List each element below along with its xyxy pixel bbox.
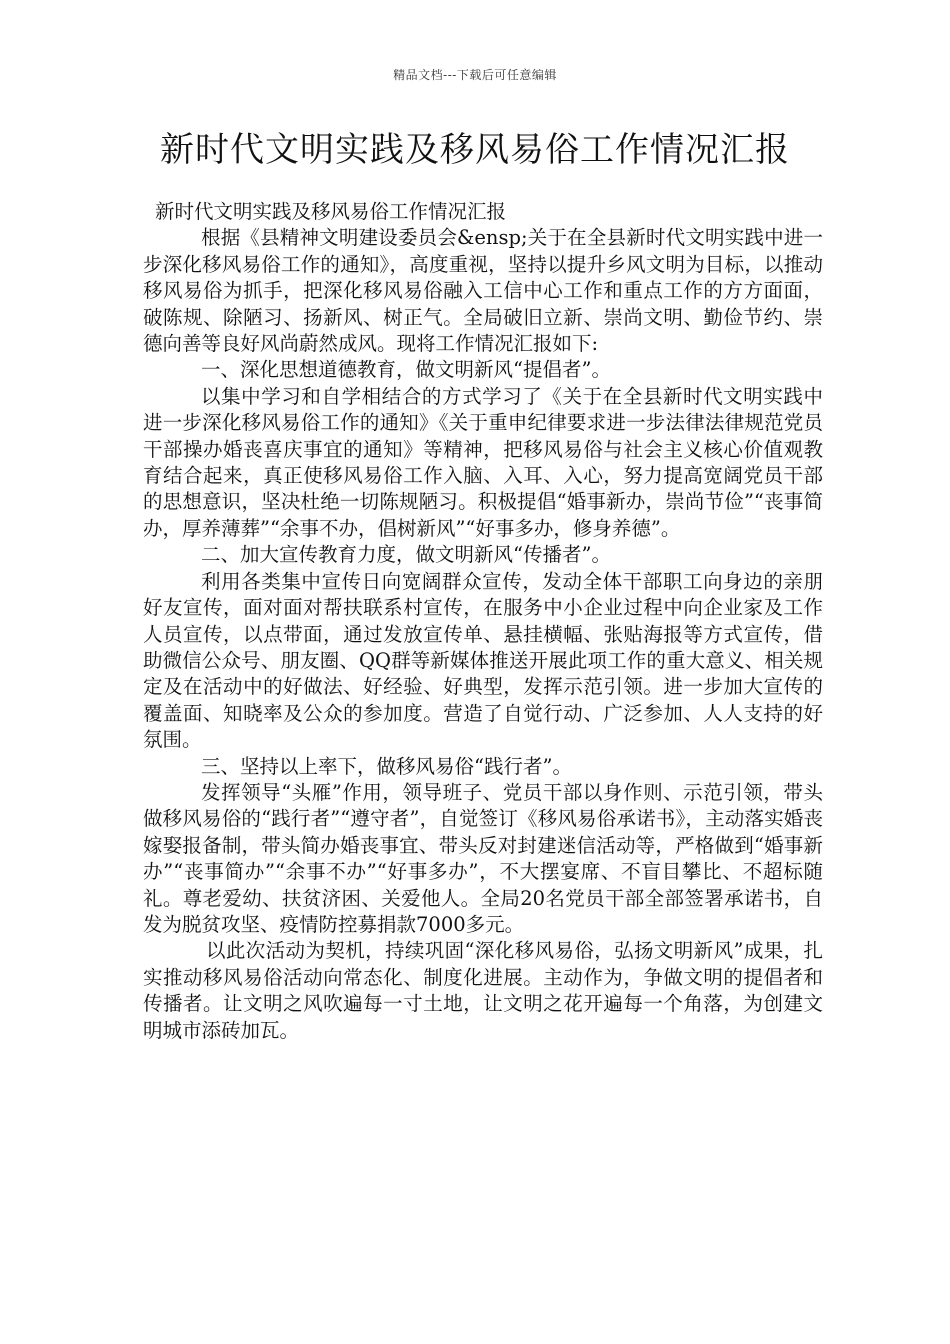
section-heading-3: 三、坚持以上率下，做移风易俗“践行者”。 — [201, 754, 572, 778]
document-title: 新时代文明实践及移风易俗工作情况汇报 — [160, 130, 790, 170]
section-heading-1: 一、深化思想道德教育，做文明新风“提倡者”。 — [201, 358, 611, 382]
paragraph-section-3: 发挥领导“头雁”作用，领导班子、党员干部以身作则、示范引领，带头做移风易俗的“践行者”“遵守者”，自觉签订《移风易俗承诺书》，主动落实婚丧嫁娶报备制，带头简办婚丧事宜、带头反对封建迷信活动等，严格做到“婚事新办”“丧事简办”“余事不办”“好事多办”，不大摆宴席、不盲目攀比、不超标随礼。尊老爱幼、扶贫济困、关爱他人。全局20名党员干部全部签署承诺书，自发为脱贫攻坚、疫情防控募捐款7000多元。 — [143, 780, 823, 936]
paragraph-section-2: 利用各类集中宣传日向宽阔群众宣传，发动全体干部职工向身边的亲朋好友宣传，面对面对帮扶联系村宣传，在服务中小企业过程中向企业家及工作人员宣传，以点带面，通过发放宣传单、悬挂横幅、张贴海报等方式宣传，借助微信公众号、朋友圈、QQ群等新媒体推送开展此项工作的重大意义、相关规定及在活动中的好做法、好经验、好典型，发挥示范引领。进一步加大宣传的覆盖面、知晓率及公众的参加度。营造了自觉行动、广泛参加、人人支持的好氛围。 — [143, 569, 823, 752]
paragraph-conclusion: 以此次活动为契机，持续巩固“深化移风易俗，弘扬文明新风”成果，扎实推动移风易俗活动向常态化、制度化进展。主动作为，争做文明的提倡者和传播者。让文明之风吹遍每一寸土地，让文明之花开遍每一个角落，为创建文明城市添砖加瓦。 — [143, 939, 823, 1042]
document-body — [143, 199, 823, 1044]
section-heading-2: 二、加大宣传教育力度，做文明新风“传播者”。 — [201, 543, 611, 567]
header-note: 精品文档---下载后可任意编辑 — [393, 68, 557, 82]
paragraph-section-1: 以集中学习和自学相结合的方式学习了《关于在全县新时代文明实践中进一步深化移风易俗工作的通知》《关于重申纪律要求进一步法律法律规范党员干部操办婚丧喜庆事宜的通知》等精神，把移风易俗与社会主义核心价值观教育结合起来，真正使移风易俗工作入脑、入耳、入心，努力提高宽阔党员干部的思想意识，坚决杜绝一切陈规陋习。积极提倡“婚事新办，崇尚节俭”“丧事简办，厚养薄葬”“余事不办，倡树新风”“好事多办，修身养德”。 — [143, 384, 823, 540]
document-subtitle: 新时代文明实践及移风易俗工作情况汇报 — [155, 200, 507, 223]
paragraph-intro: 根据《县精神文明建设委员会&ensp;关于在全县新时代文明实践中进一步深化移风易俗工作的通知》，高度重视，坚持以提升乡风文明为目标，以推动移风易俗为抓手，把深化移风易俗融入工信中心工作和重点工作的方方面面，破陈规、除陋习、扬新风、树正气。全局破旧立新、崇尚文明、勤俭节约、崇德向善等良好风尚蔚然成风。现将工作情况汇报如下: — [143, 226, 823, 356]
